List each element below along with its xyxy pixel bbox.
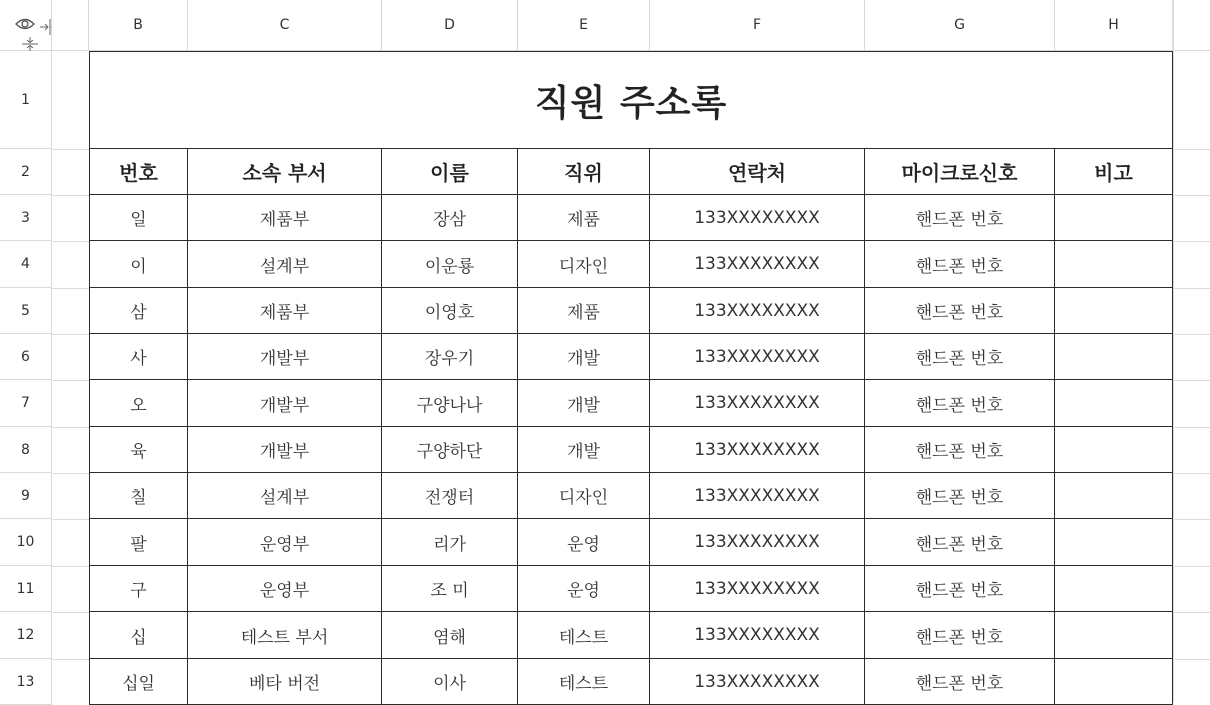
cell-position[interactable]: 제품 <box>518 195 650 241</box>
cell-name[interactable]: 장삼 <box>382 195 518 241</box>
row-header-1[interactable]: 1 <box>0 51 52 149</box>
cell-department[interactable]: 제품부 <box>188 288 382 334</box>
column-header-E[interactable]: E <box>518 0 650 51</box>
table-header-name[interactable]: 이름 <box>382 149 518 195</box>
cell-wechat[interactable]: 핸드폰 번호 <box>865 195 1055 241</box>
cell-contact[interactable]: 133XXXXXXXX <box>650 519 865 566</box>
cell-contact[interactable]: 133XXXXXXXX <box>650 195 865 241</box>
cell-position[interactable]: 디자인 <box>518 241 650 288</box>
grid-line <box>1173 427 1210 428</box>
cell-department[interactable]: 테스트 부서 <box>188 612 382 659</box>
cell-position[interactable]: 테스트 <box>518 659 650 705</box>
cell-remark[interactable] <box>1055 334 1173 380</box>
cell-wechat[interactable]: 핸드폰 번호 <box>865 659 1055 705</box>
row-header-2[interactable]: 2 <box>0 149 52 195</box>
cell-contact[interactable]: 133XXXXXXXX <box>650 427 865 473</box>
cell-department[interactable]: 개발부 <box>188 334 382 380</box>
cell-name[interactable]: 구양나나 <box>382 380 518 427</box>
row-header-4[interactable]: 4 <box>0 241 52 288</box>
grid-line <box>1173 612 1210 613</box>
cell-remark[interactable] <box>1055 473 1173 519</box>
cell-position[interactable]: 제품 <box>518 288 650 334</box>
cell-name[interactable]: 리가 <box>382 519 518 566</box>
column-header-next[interactable] <box>1173 0 1210 51</box>
cell-department[interactable]: 설계부 <box>188 241 382 288</box>
grid-line <box>52 380 89 381</box>
grid-line <box>1173 566 1210 567</box>
cell-name[interactable]: 장우기 <box>382 334 518 380</box>
row-header-12[interactable]: 12 <box>0 612 52 659</box>
cell-wechat[interactable]: 핸드폰 번호 <box>865 519 1055 566</box>
cell-position[interactable]: 개발 <box>518 427 650 473</box>
grid-line <box>52 334 89 335</box>
grid-line <box>1173 288 1210 289</box>
row-header-7[interactable]: 7 <box>0 380 52 427</box>
table-header-wechat[interactable]: 마이크로신호 <box>865 149 1055 195</box>
grid-line <box>1173 149 1210 150</box>
cell-remark[interactable] <box>1055 427 1173 473</box>
grid-line <box>1173 241 1210 242</box>
cell-wechat[interactable]: 핸드폰 번호 <box>865 473 1055 519</box>
grid-line <box>52 288 89 289</box>
cell-name[interactable]: 전쟁터 <box>382 473 518 519</box>
grid-line <box>1173 334 1210 335</box>
table-header-department[interactable]: 소속 부서 <box>188 149 382 195</box>
row-header-6[interactable]: 6 <box>0 334 52 380</box>
cell-department[interactable]: 베타 버전 <box>188 659 382 705</box>
column-header-G[interactable]: G <box>865 0 1055 51</box>
cell-position[interactable]: 개발 <box>518 380 650 427</box>
cell-position[interactable]: 테스트 <box>518 612 650 659</box>
column-header-B[interactable]: B <box>89 0 188 51</box>
grid-line <box>52 149 89 150</box>
grid-line <box>52 612 89 613</box>
sheet-corner[interactable] <box>0 0 52 51</box>
grid-line <box>52 473 89 474</box>
cell-number[interactable]: 삼 <box>89 288 188 334</box>
cell-position[interactable]: 개발 <box>518 334 650 380</box>
cell-number[interactable]: 십일 <box>89 659 188 705</box>
cell-department[interactable]: 제품부 <box>188 195 382 241</box>
row-header-13[interactable]: 13 <box>0 659 52 705</box>
cell-remark[interactable] <box>1055 380 1173 427</box>
cell-contact[interactable]: 133XXXXXXXX <box>650 473 865 519</box>
cell-remark[interactable] <box>1055 519 1173 566</box>
column-header-D[interactable]: D <box>382 0 518 51</box>
cell-name[interactable]: 이사 <box>382 659 518 705</box>
table-header-contact[interactable]: 연락처 <box>650 149 865 195</box>
grid-line <box>52 241 89 242</box>
table-header-number[interactable]: 번호 <box>89 149 188 195</box>
cell-remark[interactable] <box>1055 612 1173 659</box>
row-header-10[interactable]: 10 <box>0 519 52 566</box>
cell-number[interactable]: 팔 <box>89 519 188 566</box>
grid-line <box>1173 0 1174 702</box>
cell-number[interactable]: 일 <box>89 195 188 241</box>
cell-number[interactable]: 칠 <box>89 473 188 519</box>
cell-remark[interactable] <box>1055 195 1173 241</box>
row-header-11[interactable]: 11 <box>0 566 52 612</box>
cell-department[interactable]: 설계부 <box>188 473 382 519</box>
row-header-3[interactable]: 3 <box>0 195 52 241</box>
cell-department[interactable]: 운영부 <box>188 519 382 566</box>
cell-remark[interactable] <box>1055 566 1173 612</box>
cell-number[interactable]: 이 <box>89 241 188 288</box>
column-header-C[interactable]: C <box>188 0 382 51</box>
cell-number[interactable]: 오 <box>89 380 188 427</box>
row-header-9[interactable]: 9 <box>0 473 52 519</box>
cell-wechat[interactable]: 핸드폰 번호 <box>865 612 1055 659</box>
cell-name[interactable]: 이운룡 <box>382 241 518 288</box>
cell-name[interactable]: 이영호 <box>382 288 518 334</box>
column-header-H[interactable]: H <box>1055 0 1173 51</box>
grid-line <box>1173 195 1210 196</box>
cell-number[interactable]: 사 <box>89 334 188 380</box>
grid-line <box>1173 519 1210 520</box>
grid-line <box>52 519 89 520</box>
eye-icon[interactable] <box>15 16 35 35</box>
cell-name[interactable]: 염해 <box>382 612 518 659</box>
cell-remark[interactable] <box>1055 288 1173 334</box>
cell-wechat[interactable]: 핸드폰 번호 <box>865 380 1055 427</box>
grid-line <box>1173 473 1210 474</box>
grid-line <box>52 427 89 428</box>
cell-position[interactable]: 디자인 <box>518 473 650 519</box>
grid-line <box>52 195 89 196</box>
cell-position[interactable]: 운영 <box>518 566 650 612</box>
cell-wechat[interactable]: 핸드폰 번호 <box>865 427 1055 473</box>
cell-wechat[interactable]: 핸드폰 번호 <box>865 241 1055 288</box>
cell-name[interactable]: 조 미 <box>382 566 518 612</box>
cell-remark[interactable] <box>1055 241 1173 288</box>
cell-contact[interactable]: 133XXXXXXXX <box>650 566 865 612</box>
cell-number[interactable]: 육 <box>89 427 188 473</box>
table-title[interactable]: 직원 주소록 <box>89 51 1173 149</box>
cell-name[interactable]: 구양하단 <box>382 427 518 473</box>
cell-contact[interactable]: 133XXXXXXXX <box>650 380 865 427</box>
cell-department[interactable]: 개발부 <box>188 380 382 427</box>
cell-wechat[interactable]: 핸드폰 번호 <box>865 288 1055 334</box>
cell-contact[interactable]: 133XXXXXXXX <box>650 334 865 380</box>
cell-number[interactable]: 구 <box>89 566 188 612</box>
cell-wechat[interactable]: 핸드폰 번호 <box>865 334 1055 380</box>
cell-contact[interactable]: 133XXXXXXXX <box>650 659 865 705</box>
cell-department[interactable]: 개발부 <box>188 427 382 473</box>
cell-department[interactable]: 운영부 <box>188 566 382 612</box>
grid-line <box>52 659 89 660</box>
cell-contact[interactable]: 133XXXXXXXX <box>650 241 865 288</box>
cell-position[interactable]: 운영 <box>518 519 650 566</box>
cell-remark[interactable] <box>1055 659 1173 705</box>
grid-line <box>1173 380 1210 381</box>
cell-contact[interactable]: 133XXXXXXXX <box>650 612 865 659</box>
row-header-8[interactable]: 8 <box>0 427 52 473</box>
table-header-remark[interactable]: 비고 <box>1055 149 1173 195</box>
grid-line <box>1173 659 1210 660</box>
column-header-F[interactable]: F <box>650 0 865 51</box>
row-header-5[interactable]: 5 <box>0 288 52 334</box>
column-header-A-cell[interactable] <box>52 0 89 51</box>
grid-line <box>52 566 89 567</box>
table-header-position[interactable]: 직위 <box>518 149 650 195</box>
cell-wechat[interactable]: 핸드폰 번호 <box>865 566 1055 612</box>
cell-number[interactable]: 십 <box>89 612 188 659</box>
cell-contact[interactable]: 133XXXXXXXX <box>650 288 865 334</box>
